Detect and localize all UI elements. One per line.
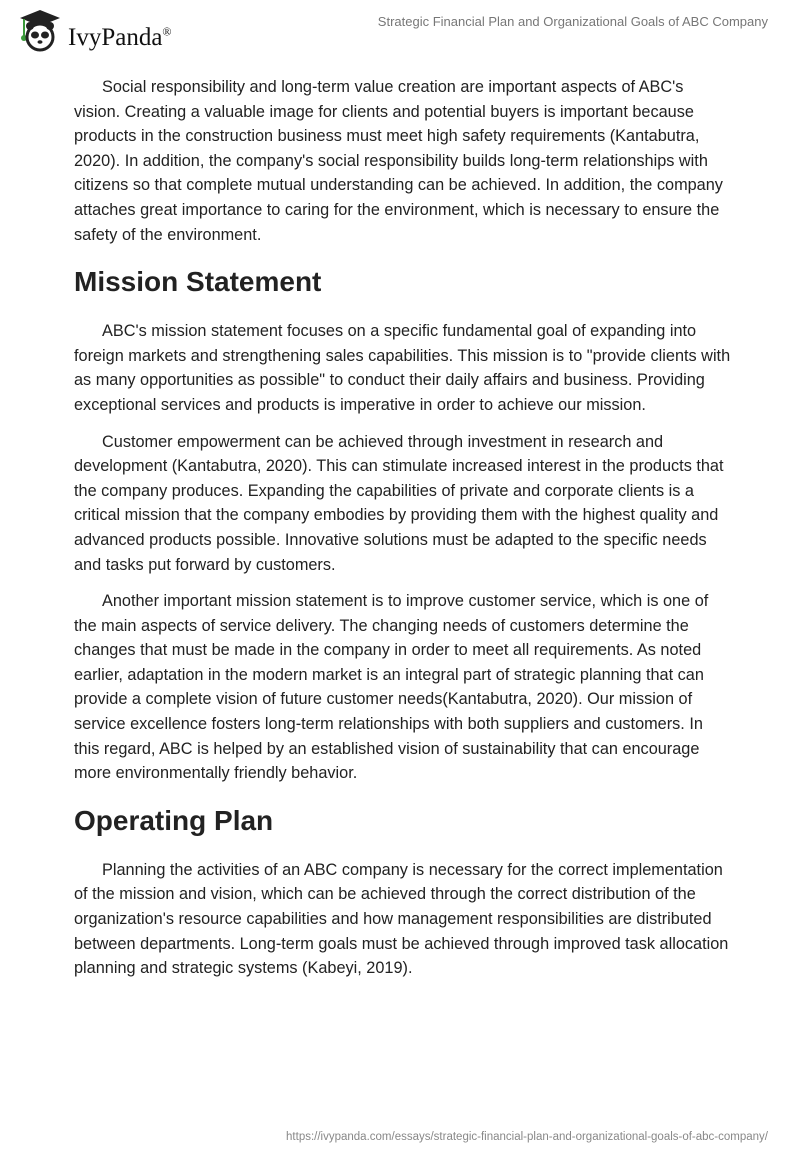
registered-mark: ®	[162, 24, 172, 39]
panda-logo-icon	[18, 8, 62, 57]
section-heading-operating-plan: Operating Plan	[74, 804, 274, 836]
paragraph: Customer empowerment can be achieved through investment in research and development (Kantabutra, 2020). This can stimulate increased interest in the products that the company produces. Expanding the capabilities of private and corporate clients is a critical mission that the company embodies by providing them with the highest quality and advanced products possible. Innovative solutions must be adapted to the specific needs and tasks put forward by customers.	[74, 432, 724, 574]
ivypanda-logo[interactable]	[18, 8, 172, 57]
paragraph: Social responsibility and long-term value creation are important aspects of ABC's vision. Creating a valuable image for clients and potential buyers is important because products in the construction business must meet high safety requirements (Kantabutra, 2020). In addition, the company's social responsibility builds long-term relationships with citizens so that complete mutual understanding can be achieved. In addition, the company attaches great importance to caring for the environment, which is necessary to ensure the safety of the environment.	[74, 78, 723, 244]
logo-wordmark	[68, 24, 172, 52]
logo-text: IvyPanda	[68, 23, 163, 51]
source-url[interactable]: https://ivypanda.com/essays/strategic-financial-plan-and-organizational-goals-of-abc-company/	[286, 1131, 768, 1143]
section-heading-mission: Mission Statement	[74, 266, 322, 298]
paragraph: Another important mission statement is to improve customer service, which is one of the main aspects of service delivery. The changing needs of customers determine the changes that must be made in the company in order to meet all requirements. As noted earlier, adaptation in the modern market is an integral part of strategic planning that can provide a complete vision of future customer needs(Kantabutra, 2020). Our mission of service excellence fosters long-term relationships with both suppliers and customers. In this regard, ABC is helped by an established vision of sustainability that can encourage more environmentally friendly behavior.	[74, 592, 709, 783]
document-title: Strategic Financial Plan and Organizational Goals of ABC Company	[377, 14, 768, 29]
essay-body	[74, 75, 732, 993]
paragraph: Planning the activities of an ABC company is necessary for the correct implementation of the mission and vision, which can be achieved through the correct distribution of the organization's resource capabilities and how management responsibilities are distributed between departments. Long-term goals must be achieved through improved task allocation planning and strategic systems (Kabeyi, 2019).	[74, 860, 729, 978]
paragraph: ABC's mission statement focuses on a specific fundamental goal of expanding into foreign markets and strengthening sales capabilities. This mission is to "provide clients with as many opportunities as possible" to conduct their daily affairs and business. Providing exceptional services and products is imperative in order to achieve our mission.	[74, 322, 731, 414]
page-header	[0, 0, 800, 60]
